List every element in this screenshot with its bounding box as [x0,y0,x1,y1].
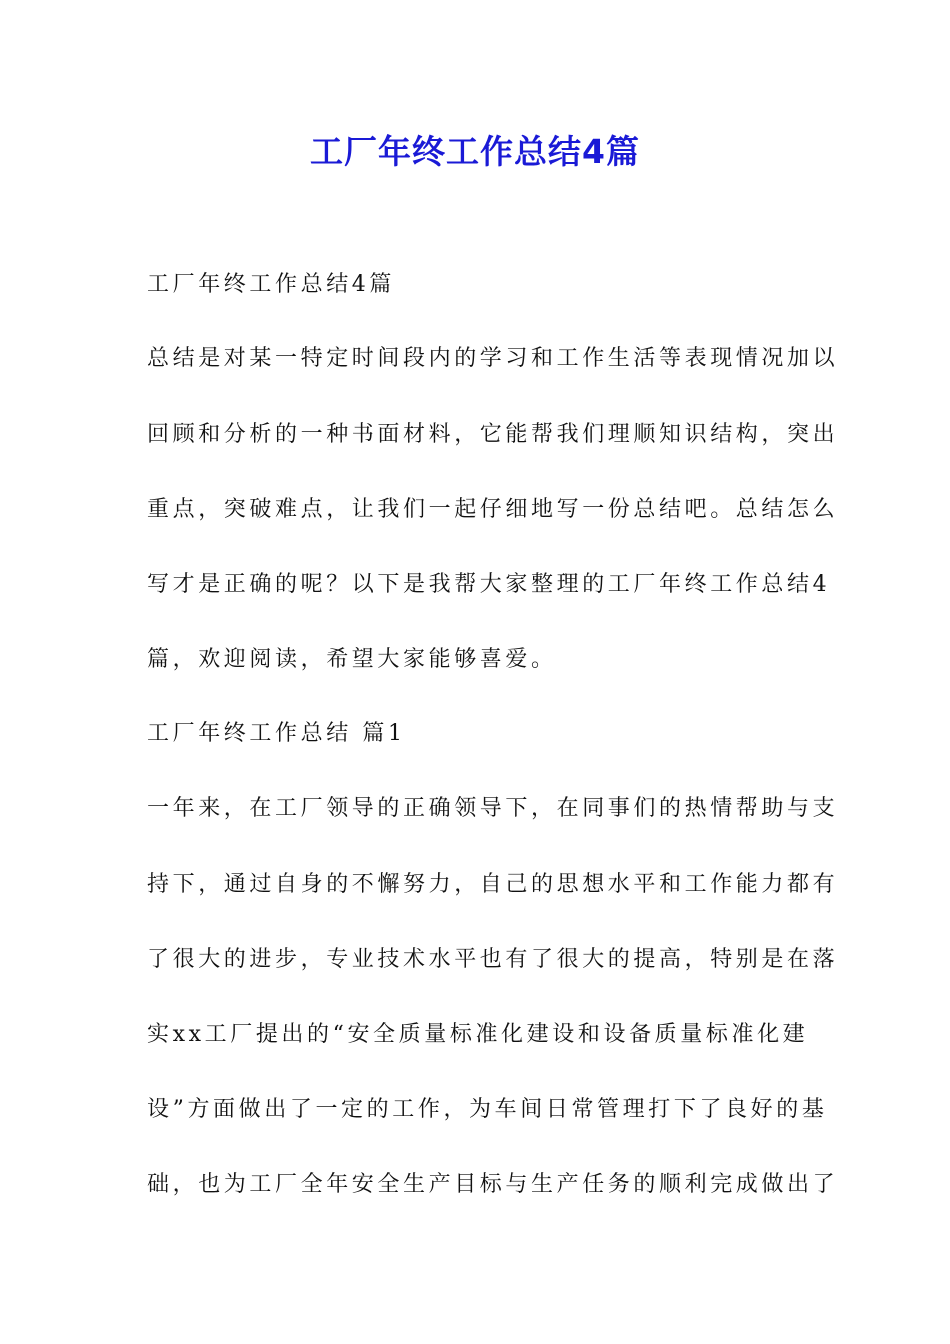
paragraph-line: 总结是对某一特定时间段内的学习和工作生活等表现情况加以 [147,346,839,371]
paragraph-line: 重点，突破难点，让我们一起仔细地写一份总结吧。总结怎么 [147,497,839,522]
paragraph-line: 写才是正确的呢？以下是我帮大家整理的工厂年终工作总结4 [147,572,831,597]
paragraph-line: 实xx工厂提出的“安全质量标准化建设和设备质量标准化建 [147,1022,809,1047]
paragraph-line: 篇，欢迎阅读，希望大家能够喜爱。 [147,647,557,672]
document-title: 工厂年终工作总结4篇 [310,132,640,171]
section-heading: 工厂年终工作总结 篇1 [147,721,406,746]
paragraph-line: 了很大的进步，专业技术水平也有了很大的提高，特别是在落 [147,947,839,972]
paragraph-line: 一年来，在工厂领导的正确领导下，在同事们的热情帮助与支 [147,796,839,821]
paragraph-line: 回顾和分析的一种书面材料，它能帮我们理顺知识结构，突出 [147,422,839,447]
paragraph-line: 设”方面做出了一定的工作，为车间日常管理打下了良好的基 [147,1097,828,1122]
paragraph-line: 础，也为工厂全年安全生产目标与生产任务的顺利完成做出了 [147,1172,839,1197]
subtitle-line: 工厂年终工作总结4篇 [147,272,395,297]
paragraph-line: 持下，通过自身的不懈努力，自己的思想水平和工作能力都有 [147,872,839,897]
